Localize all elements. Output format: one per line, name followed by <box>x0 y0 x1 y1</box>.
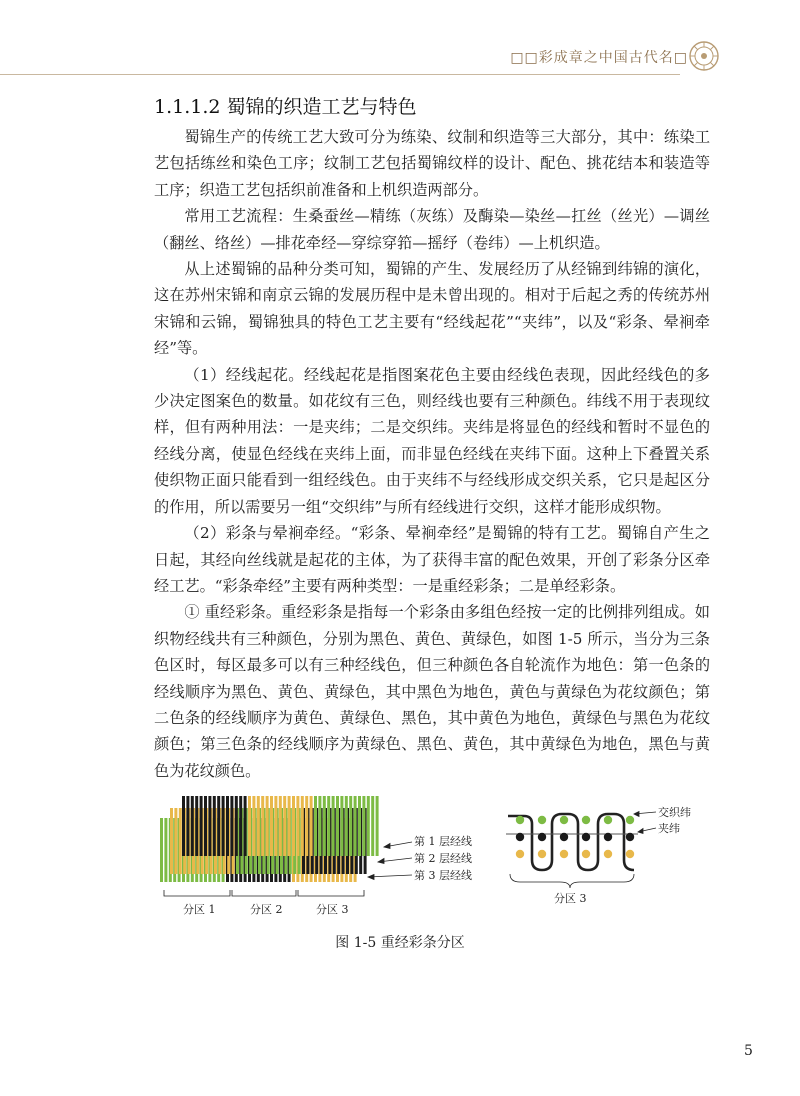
warp-thread-stroke <box>296 796 299 856</box>
warp-thread-dot <box>538 850 546 858</box>
warp-thread-stroke <box>248 796 251 856</box>
cross-section-pointers <box>634 812 656 834</box>
warp-thread-dot <box>604 833 612 841</box>
zone-label-3: 分区 3 <box>316 903 349 916</box>
warp-thread-stroke <box>270 796 273 856</box>
warp-thread-stroke <box>305 796 308 856</box>
warp-thread-dot <box>626 833 634 841</box>
warp-thread-stroke <box>288 796 291 856</box>
warp-thread-dot <box>582 816 590 824</box>
warp-thread-stroke <box>310 796 313 856</box>
warp-thread-stroke <box>314 796 317 856</box>
warp-thread-stroke <box>217 796 220 856</box>
paragraph-warp-figuring: （1）经线起花。经线起花是指图案花色主要由经线色表现，因此经线色的多少决定图案色的数量。如花纹有三色，则经线也要有三种颜色。纬线不用于表现纹样，但有两种用法：一是夹纬；二是交织纬。夹纬是将显色的经线和暂时不显色的经线分离，使显色经线在夹纬上面，而非显色经线在夹纬下面。这种上下叠置关系使织物正面只能看到一组经线色。由于夹纬不与经线形成交织关系，它只是起区分的作用，所以需要另一组“交织纬”与所有经线进行交织，这样才能形成织物。 <box>154 365 710 516</box>
warp-thread-dot <box>560 850 568 858</box>
warp-thread-stroke <box>336 796 339 856</box>
warp-thread-stroke <box>164 818 167 882</box>
body-text <box>154 124 710 784</box>
warp-thread-stroke <box>292 796 295 856</box>
interlacing-weft-curve <box>508 814 634 870</box>
warp-thread-dot <box>560 816 568 824</box>
warp-thread-stroke <box>222 796 225 856</box>
warp-thread-stroke <box>376 796 379 856</box>
paragraph-stripe-warping: （2）彩条与晕裥牵经。“彩条、晕裥牵经”是蜀锦的特有工艺。蜀锦自产生之日起，其经向丝线就是起花的主体，为了获得丰富的配色效果，开创了彩条分区牵经工艺。“彩条牵经”主要有两种类型：一是重经彩条；二是单经彩条。 <box>154 524 710 595</box>
warp-thread-stroke <box>261 796 264 856</box>
figure-warp-stripe-zones <box>150 790 710 920</box>
layer-label-3: 第 3 层经线 <box>414 869 472 882</box>
warp-thread-stroke <box>186 796 189 856</box>
warp-thread-dots <box>516 816 634 858</box>
paragraph-features: 从上述蜀锦的品种分类可知，蜀锦的产生、发展经历了从经锦到纬锦的演化，这在苏州宋锦和南京云锦的发展历程中是未曾出现的。相对于后起之秀的传统苏州宋锦和云锦，蜀锦独具的特色工艺主要有“经线起花”“夹纬”，以及“彩条、晕裥牵经”等。 <box>154 260 710 358</box>
warp-thread-stroke <box>279 796 282 856</box>
warp-thread-stroke <box>174 808 177 874</box>
clip-weft-label: 夹纬 <box>658 822 680 835</box>
warp-thread-dot <box>582 850 590 858</box>
warp-thread-stroke <box>301 796 304 856</box>
warp-thread-stroke <box>213 796 216 856</box>
warp-thread-stroke <box>208 796 211 856</box>
figure-caption: 图 1-5 重经彩条分区 <box>335 935 465 951</box>
zone-label-2: 分区 2 <box>250 903 283 916</box>
warp-thread-stroke <box>340 796 343 856</box>
warp-thread-stroke <box>230 796 233 856</box>
warp-thread-dot <box>516 850 524 858</box>
warp-thread-stroke <box>235 796 238 856</box>
interlace-weft-label: 交织纬 <box>658 806 691 819</box>
warp-thread-stroke <box>354 796 357 856</box>
warp-thread-stroke <box>283 796 286 856</box>
warp-thread-stroke <box>160 818 163 882</box>
warp-thread-stroke <box>257 796 260 856</box>
cross-section-zone-label: 分区 3 <box>554 892 587 905</box>
warp-thread-stroke <box>349 796 352 856</box>
paragraph-process-overview: 蜀锦生产的传统工艺大致可分为练染、纹制和织造等三大部分，其中：练染工艺包括练丝和染色工序；纹制工艺包括蜀锦纹样的设计、配色、挑花结本和装造等工序；织造工艺包括织前准备和上机织造两部分。 <box>154 128 710 199</box>
layer-pointers <box>368 842 412 880</box>
warp-thread-stroke <box>204 796 207 856</box>
warp-thread-dot <box>538 816 546 824</box>
header-rule <box>0 74 680 75</box>
warp-thread-dot <box>604 850 612 858</box>
warp-thread-stroke <box>252 796 255 856</box>
running-title: □□彩成章之中国古代名□ <box>510 50 688 66</box>
warp-thread-stroke <box>239 796 242 856</box>
cross-section-bracket <box>510 874 634 888</box>
warp-thread-dot <box>626 816 634 824</box>
warp-thread-stroke <box>266 796 269 856</box>
warp-thread-dot <box>560 833 568 841</box>
warp-thread-dot <box>516 833 524 841</box>
warp-thread-stroke <box>200 796 203 856</box>
zone-brackets <box>164 890 364 896</box>
warp-thread-stroke <box>274 796 277 856</box>
warp-thread-stroke <box>367 796 370 856</box>
warp-thread-stroke <box>195 796 198 856</box>
warp-thread-dot <box>604 816 612 824</box>
warp-thread-dot <box>516 816 524 824</box>
warp-thread-stroke <box>191 796 194 856</box>
ornament-emblem-icon <box>688 40 720 72</box>
zone-label-1: 分区 1 <box>183 903 216 916</box>
warp-thread-stroke <box>182 796 185 856</box>
warp-thread-stroke <box>244 796 247 856</box>
warp-thread-stroke <box>332 796 335 856</box>
warp-thread-stroke <box>170 808 173 874</box>
layer-label-1: 第 1 层经线 <box>414 835 472 848</box>
warp-thread-stroke <box>358 796 361 856</box>
page-number: 5 <box>744 1043 753 1059</box>
warp-thread-stroke <box>318 796 321 856</box>
section-heading: 1.1.1.2 蜀锦的织造工艺与特色 <box>154 96 417 118</box>
warp-thread-stroke <box>226 796 229 856</box>
warp-thread-stroke <box>371 796 374 856</box>
warp-thread-stroke <box>362 796 365 856</box>
paragraph-process-flow: 常用工艺流程：生桑蚕丝—精练（灰练）及酶染—染丝—扛丝（丝光）—调丝（翻丝、络丝）—排花牵经—穿综穿筘—摇纾（卷纬）—上机织造。 <box>154 207 710 252</box>
warp-thread-stroke <box>323 796 326 856</box>
warp-thread-stroke <box>327 796 330 856</box>
warp-thread-dot <box>626 850 634 858</box>
warp-thread-dot <box>582 833 590 841</box>
warp-thread-stroke <box>179 808 182 874</box>
layer-label-2: 第 2 层经线 <box>414 852 472 865</box>
warp-thread-stroke <box>345 796 348 856</box>
paragraph-multi-warp-stripe: ① 重经彩条。重经彩条是指每一个彩条由多组色经按一定的比例排列组成。如织物经线共有三种颜色，分别为黑色、黄色、黄绿色，如图 1-5 所示，当分为三条色区时，每区最多可以有三种经线色，但三种颜色各自轮流作为地色：第一色条的经线顺序为黑色、黄色、黄绿色，其中黑色为地色，黄色与黄绿色为花纹颜色；第二色条的经线顺序为黄色、黄绿色、黑色，其中黄色为地色，黄绿色与黑色为花纹颜色；第三色条的经线顺序为黄绿色、黑色、黄色，其中黄绿色为地色，黑色与黄色为花纹颜色。 <box>154 603 710 780</box>
warp-thread-dot <box>538 833 546 841</box>
